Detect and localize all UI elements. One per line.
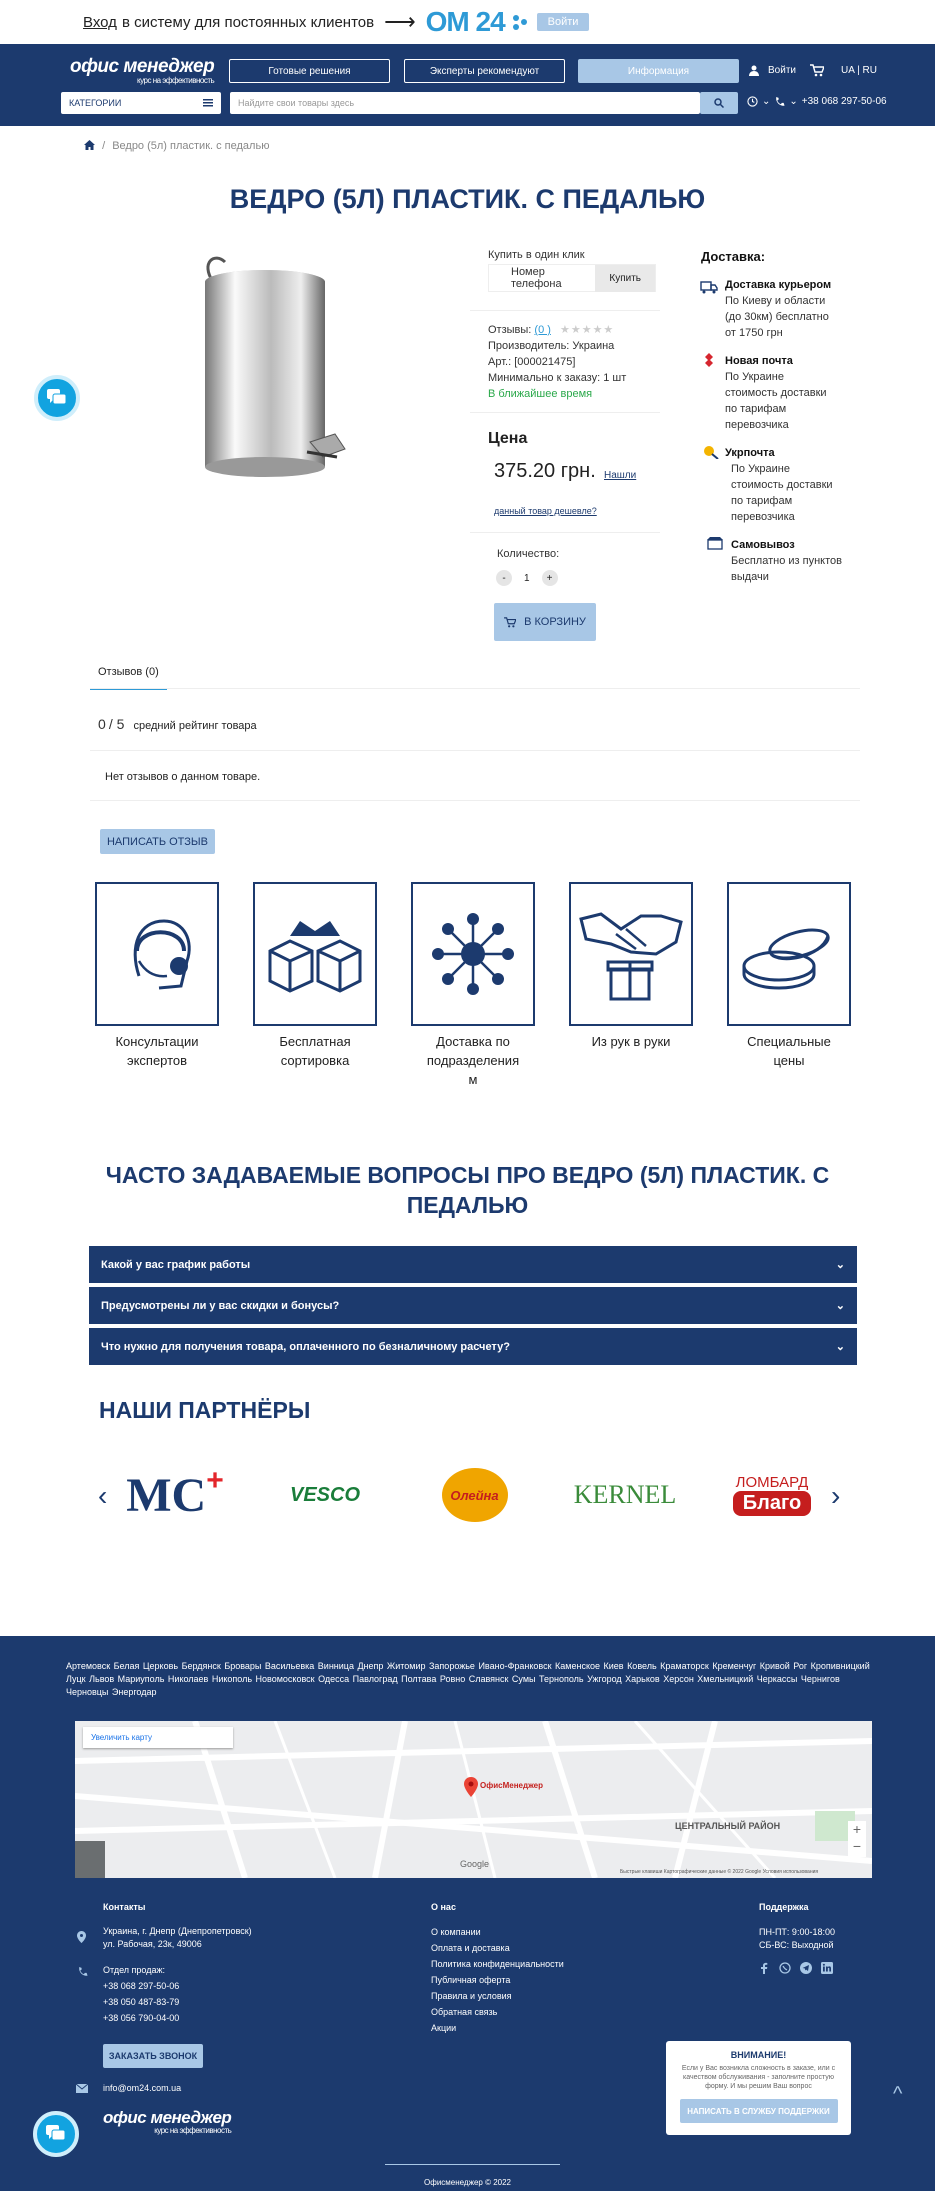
quantity-label: Количество: — [497, 548, 560, 560]
viber-icon[interactable] — [779, 1962, 791, 1974]
categories-label: КАТЕГОРИИ — [69, 98, 122, 108]
about-link[interactable]: Обратная связь — [431, 2007, 498, 2017]
list-icon — [203, 99, 213, 107]
faq-title-line: ЧАСТО ЗАДАВАЕМЫЕ ВОПРОСЫ ПРО ВЕДРО (5Л) ПЛАСТИК. С — [105, 1162, 830, 1188]
breadcrumb-current: Ведро (5л) пластик. с педалью — [112, 140, 270, 152]
about-links — [431, 1924, 564, 2036]
rating-stars: ★★★★★ — [559, 324, 615, 336]
feature-caption-line: сортировка — [280, 1053, 350, 1068]
chevron-left-icon[interactable]: ‹ — [98, 1480, 108, 1511]
map-district-label: ЦЕНТРАЛЬНЫЙ РАЙОН — [675, 1821, 781, 1831]
lang-ru[interactable]: RU — [862, 65, 877, 76]
partner-logo-text: MC — [126, 1468, 207, 1522]
delivery-nova-poshta-desc: по тарифам — [725, 403, 787, 415]
feature-caption-line: Специальные — [747, 1034, 831, 1049]
about-link[interactable]: Оплата и доставка — [431, 1943, 510, 1953]
feature-caption-line: Бесплатная — [279, 1034, 351, 1049]
feature-card — [411, 882, 535, 1026]
chevron-down-icon: ⌄ — [835, 1341, 845, 1353]
feature-card — [569, 882, 693, 1026]
support-title: Поддержка — [759, 1902, 809, 1912]
delivery-nova-poshta — [725, 353, 827, 433]
delivery-nova-poshta-name: Новая почта — [725, 355, 793, 367]
delivery-pickup-desc: выдачи — [731, 571, 769, 583]
om24-logo: ОМ 24 — [425, 6, 505, 37]
about-link[interactable]: Публичная оферта — [431, 1975, 511, 1985]
delivery-ukrposhta-desc: По Украине — [731, 463, 790, 475]
map-zoom-controls[interactable]: + − — [848, 1821, 866, 1857]
lang-ua[interactable]: UA — [841, 65, 855, 76]
faq-item[interactable] — [89, 1287, 857, 1324]
delivery-nova-poshta-desc: стоимость доставки — [725, 387, 827, 399]
truck-icon — [700, 280, 718, 294]
sales-phones — [103, 1962, 179, 2026]
faq-question: Предусмотрены ли у вас скидки и бонусы? — [101, 1299, 340, 1312]
footer-logo-text: офис менеджер — [103, 2108, 232, 2127]
product-image[interactable] — [195, 252, 355, 487]
hours-line: ПН-ПТ: 9:00-18:00 — [759, 1927, 835, 1937]
map[interactable] — [75, 1721, 872, 1878]
support-alert — [666, 2041, 851, 2135]
delivery-courier-name: Доставка курьером — [725, 279, 832, 291]
footer-phone[interactable]: +38 068 297-50-06 — [103, 1981, 180, 1991]
working-hours — [759, 1926, 835, 1952]
delivery-pickup — [731, 537, 842, 585]
language-switcher — [841, 65, 877, 76]
qty-value[interactable]: 1 — [524, 572, 530, 584]
divider — [90, 750, 860, 751]
reviews-count-link[interactable]: (0 ) — [534, 324, 551, 336]
add-to-cart-button[interactable] — [494, 603, 596, 641]
plus-icon: + — [206, 1464, 224, 1497]
price-label: Цена — [488, 430, 528, 447]
feature-caption — [95, 1032, 219, 1070]
partner-logo-mc[interactable] — [126, 1464, 224, 1525]
om24-dots-icon — [511, 12, 531, 32]
delivery-pickup-name: Самовывоз — [731, 539, 795, 551]
user-icon — [748, 64, 760, 76]
delivery-courier-desc: от 1750 грн — [725, 327, 783, 339]
google-logo: Google — [460, 1859, 490, 1869]
nova-poshta-icon — [700, 353, 718, 367]
divider — [385, 2164, 560, 2165]
chat-button[interactable] — [34, 375, 80, 421]
search-input[interactable]: Найдите свои товары здесь — [230, 92, 700, 114]
quantity-stepper — [496, 570, 558, 586]
logo-tagline: курс на эффективность — [137, 76, 215, 85]
partner-logo-text: Олейна — [442, 1468, 508, 1522]
chevron-right-icon[interactable]: › — [831, 1480, 841, 1511]
no-reviews-text: Нет отзывов о данном товаре. — [105, 771, 261, 783]
delivery-title: Доставка: — [701, 249, 766, 264]
feature-caption-line: экспертов — [126, 1053, 188, 1068]
divider — [470, 532, 660, 533]
facebook-icon[interactable] — [759, 1962, 770, 1974]
partner-logo-text: Благо — [733, 1491, 812, 1516]
cart-icon[interactable] — [810, 64, 824, 77]
alert-title: ВНИМАНИЕ! — [730, 2050, 787, 2060]
delivery-pickup-desc: Бесплатно из пунктов — [731, 555, 842, 567]
location-icon — [77, 1931, 86, 1943]
address-line: ул. Рабочая, 23к, 49006 — [103, 1939, 202, 1949]
footer-email[interactable]: info@om24.com.ua — [103, 2083, 182, 2093]
chevron-down-icon: ⌄ — [835, 1300, 845, 1312]
breadcrumb — [84, 140, 269, 152]
sku: Арт.: [000021475] — [488, 356, 576, 368]
chevron-down-icon: ⌄ — [835, 1259, 845, 1271]
manufacturer: Производитель: Украина — [488, 340, 615, 352]
product-meta — [488, 322, 626, 402]
copyright: Офисменеджер © 2022 — [424, 2178, 511, 2187]
pickup-store-icon — [707, 536, 725, 550]
delivery-nova-poshta-desc: перевозчика — [725, 419, 789, 431]
handshake-gift-icon — [576, 904, 686, 1004]
delivery-courier — [725, 277, 831, 341]
social-links — [759, 1962, 833, 1974]
about-link[interactable]: О компании — [431, 1927, 481, 1937]
divider — [90, 688, 860, 689]
linkedin-icon[interactable] — [821, 1962, 833, 1974]
top-login-button[interactable]: Войти — [537, 13, 590, 31]
footer-logo-tagline: курс на эффективность — [154, 2126, 232, 2135]
site-logo[interactable] — [70, 56, 214, 85]
top-login-bar — [0, 0, 935, 44]
map-place-label[interactable]: ОфисМенеджер — [480, 1781, 543, 1790]
delivery-courier-desc: (до 30км) бесплатно — [725, 311, 829, 323]
qty-plus-button[interactable]: + — [542, 570, 558, 586]
map-pin-icon[interactable] — [464, 1777, 478, 1797]
breadcrumb-separator: / — [102, 140, 106, 152]
contact-support-button[interactable]: НАПИСАТЬ В СЛУЖБУ ПОДДЕРЖКИ — [680, 2099, 838, 2123]
feature-caption-line: Консультации — [115, 1034, 199, 1049]
partner-logo-vesco[interactable]: VESCO — [289, 1483, 361, 1506]
chat-icon — [46, 2125, 66, 2143]
add-to-cart-label: В КОРЗИНУ — [524, 616, 586, 628]
feature-caption-line: Доставка по — [436, 1034, 510, 1049]
found-cheaper-link[interactable]: Нашли — [604, 470, 637, 481]
feature-caption — [727, 1032, 851, 1070]
footer-phone[interactable]: +38 050 487-83-79 — [103, 1997, 180, 2007]
nav-ready-solutions[interactable]: Готовые решения — [229, 59, 390, 83]
header-login[interactable] — [748, 64, 796, 76]
feature-card — [727, 882, 851, 1026]
faq-item[interactable] — [89, 1328, 857, 1365]
cart-icon — [504, 617, 516, 628]
footer-phone[interactable]: +38 056 790-04-00 — [103, 2013, 180, 2023]
availability: В ближайшее время — [488, 388, 593, 400]
categories-dropdown[interactable] — [61, 92, 221, 114]
feature-caption — [411, 1032, 535, 1089]
faq-title — [0, 1160, 935, 1220]
login-link[interactable]: Вход — [83, 13, 117, 31]
partner-logo-text: ЛОМБАРД — [735, 1474, 809, 1491]
network-icon — [425, 906, 521, 1002]
feature-card — [253, 882, 377, 1026]
delivery-ukrposhta-desc: стоимость доставки — [731, 479, 833, 491]
scroll-top-icon[interactable]: ^ — [893, 2083, 903, 2105]
min-order: Минимально к заказу: 1 шт — [488, 372, 627, 384]
one-click-buy-button[interactable]: Купить — [595, 265, 655, 292]
address — [103, 1925, 252, 1951]
boxes-crown-icon — [260, 906, 370, 1002]
rating-score: 0 — [98, 716, 106, 732]
header-phone[interactable]: +38 068 297-50-06 — [801, 96, 887, 107]
delivery-ukrposhta-desc: по тарифам — [731, 495, 793, 507]
faq-question: Что нужно для получения товара, оплаченного по безналичному расчету? — [101, 1340, 510, 1353]
chevron-down-icon[interactable]: ⌄ — [789, 96, 798, 107]
reviews-row — [488, 322, 626, 338]
delivery-courier-desc: По Киеву и области — [725, 295, 826, 307]
nav-information[interactable]: Информация — [578, 59, 739, 83]
logo-text: офис менеджер — [70, 56, 215, 77]
chevron-down-icon[interactable]: ⌄ — [762, 96, 771, 107]
about-link[interactable]: Правила и условия — [431, 1991, 512, 2001]
rating-summary — [98, 716, 257, 732]
search-icon — [714, 98, 724, 108]
feature-caption-line: подразделения — [426, 1053, 520, 1068]
price-value: 375.20 грн. — [494, 460, 596, 482]
tab-reviews[interactable]: Отзывов (0) — [90, 660, 167, 690]
delivery-nova-poshta-desc: По Украине — [725, 371, 784, 383]
telegram-icon[interactable] — [800, 1962, 812, 1974]
about-title: О нас — [431, 1902, 456, 1912]
chat-icon — [47, 389, 67, 407]
feature-caption-line: Из рук в руки — [591, 1034, 671, 1049]
feature-caption — [253, 1032, 377, 1070]
qty-minus-button[interactable]: - — [496, 570, 512, 586]
address-line: Украина, г. Днепр (Днепропетровск) — [103, 1926, 252, 1936]
arrow-icon: ⟶ — [384, 9, 416, 34]
rating-avg-label: средний рейтинг товара — [133, 720, 257, 732]
feature-caption — [569, 1032, 693, 1051]
faq-item[interactable] — [89, 1246, 857, 1283]
map-attribution[interactable]: Быстрые клавиши Картографические данные © 2022 Google Условия использования — [620, 1869, 819, 1875]
ukrposhta-icon — [703, 445, 721, 459]
search-button[interactable] — [700, 92, 738, 114]
write-review-button[interactable]: НАПИСАТЬ ОТЗЫВ — [100, 829, 215, 854]
one-click-form — [488, 264, 656, 292]
divider — [90, 800, 860, 801]
headset-icon — [109, 906, 205, 1002]
coins-icon — [739, 914, 839, 994]
partner-logo-kernel[interactable]: KERNEL — [573, 1480, 677, 1509]
faq-question: Какой у вас график работы — [101, 1258, 251, 1271]
delivery-ukrposhta-name: Укрпочта — [725, 447, 775, 459]
about-link[interactable]: Акции — [431, 2023, 457, 2033]
phone-icon[interactable] — [774, 96, 785, 107]
footer-logo[interactable] — [103, 2108, 231, 2135]
delivery-ukrposhta-desc: перевозчика — [731, 511, 795, 523]
sales-label: Отдел продаж: — [103, 1965, 165, 1975]
divider — [470, 412, 660, 413]
divider — [470, 310, 660, 311]
phone-input[interactable]: Номер телефона — [511, 266, 562, 290]
feature-caption-line: м — [468, 1072, 478, 1087]
page-title: ВЕДРО (5Л) ПЛАСТИК. С ПЕДАЛЬЮ — [229, 184, 706, 214]
clock-icon[interactable] — [747, 96, 758, 107]
nav-experts[interactable]: Эксперты рекомендуют — [404, 59, 565, 83]
phone-icon — [77, 1966, 88, 1977]
rating-out-of: / 5 — [108, 716, 125, 732]
email-icon — [76, 2084, 88, 2093]
header-login-label: Войти — [768, 64, 796, 76]
hours-line: СБ-ВС: Выходной — [759, 1940, 834, 1950]
lang-separator: | — [857, 65, 860, 76]
delivery-ukrposhta — [725, 445, 833, 525]
one-click-label: Купить в один клик — [488, 249, 585, 261]
home-icon[interactable] — [84, 140, 95, 150]
open-map-link[interactable]: Увеличить карту — [83, 1727, 233, 1748]
feature-caption-line: цены — [773, 1053, 805, 1068]
chat-button[interactable] — [33, 2111, 79, 2157]
request-call-button[interactable]: ЗАКАЗАТЬ ЗВОНОК — [103, 2044, 203, 2068]
contacts-title: Контакты — [103, 1902, 146, 1912]
alert-text: Если у Вас возникла сложность в заказе, или с качеством обслуживания - заполните простую форму. И мы решим Ваш вопрос — [681, 2065, 836, 2090]
reviews-label: Отзывы: — [488, 324, 532, 336]
partner-logo-oleina[interactable] — [437, 1465, 512, 1525]
login-prompt: в систему для постоянных клиентов — [121, 13, 375, 31]
feature-card — [95, 882, 219, 1026]
cities-list[interactable]: Артемовск Белая Церковь Бердянск Бровары Васильевка Винница Днепр Житомир Запорожье Ивано-Франковск Каменское Киев Ковель Краматорск Кременчуг Кривой Рог Кропивницкий Луцк Львов Мариуполь Николаев Никополь Новомосковск Одесса Павлоград Полтава Ровно Славянск Сумы Тернополь Ужгород Харьков Херсон Хмельницкий Черкассы Чернигов Черновцы Энергодар — [66, 1661, 870, 1697]
partner-logo-blago[interactable] — [727, 1465, 817, 1525]
header-contacts — [747, 96, 887, 107]
cheaper-link[interactable]: данный товар дешевле? — [494, 506, 597, 516]
partners-title: НАШИ ПАРТНЁРЫ — [99, 1397, 311, 1423]
about-link[interactable]: Политика конфиденциальности — [431, 1959, 564, 1969]
faq-title-line: ПЕДАЛЬЮ — [406, 1192, 529, 1218]
